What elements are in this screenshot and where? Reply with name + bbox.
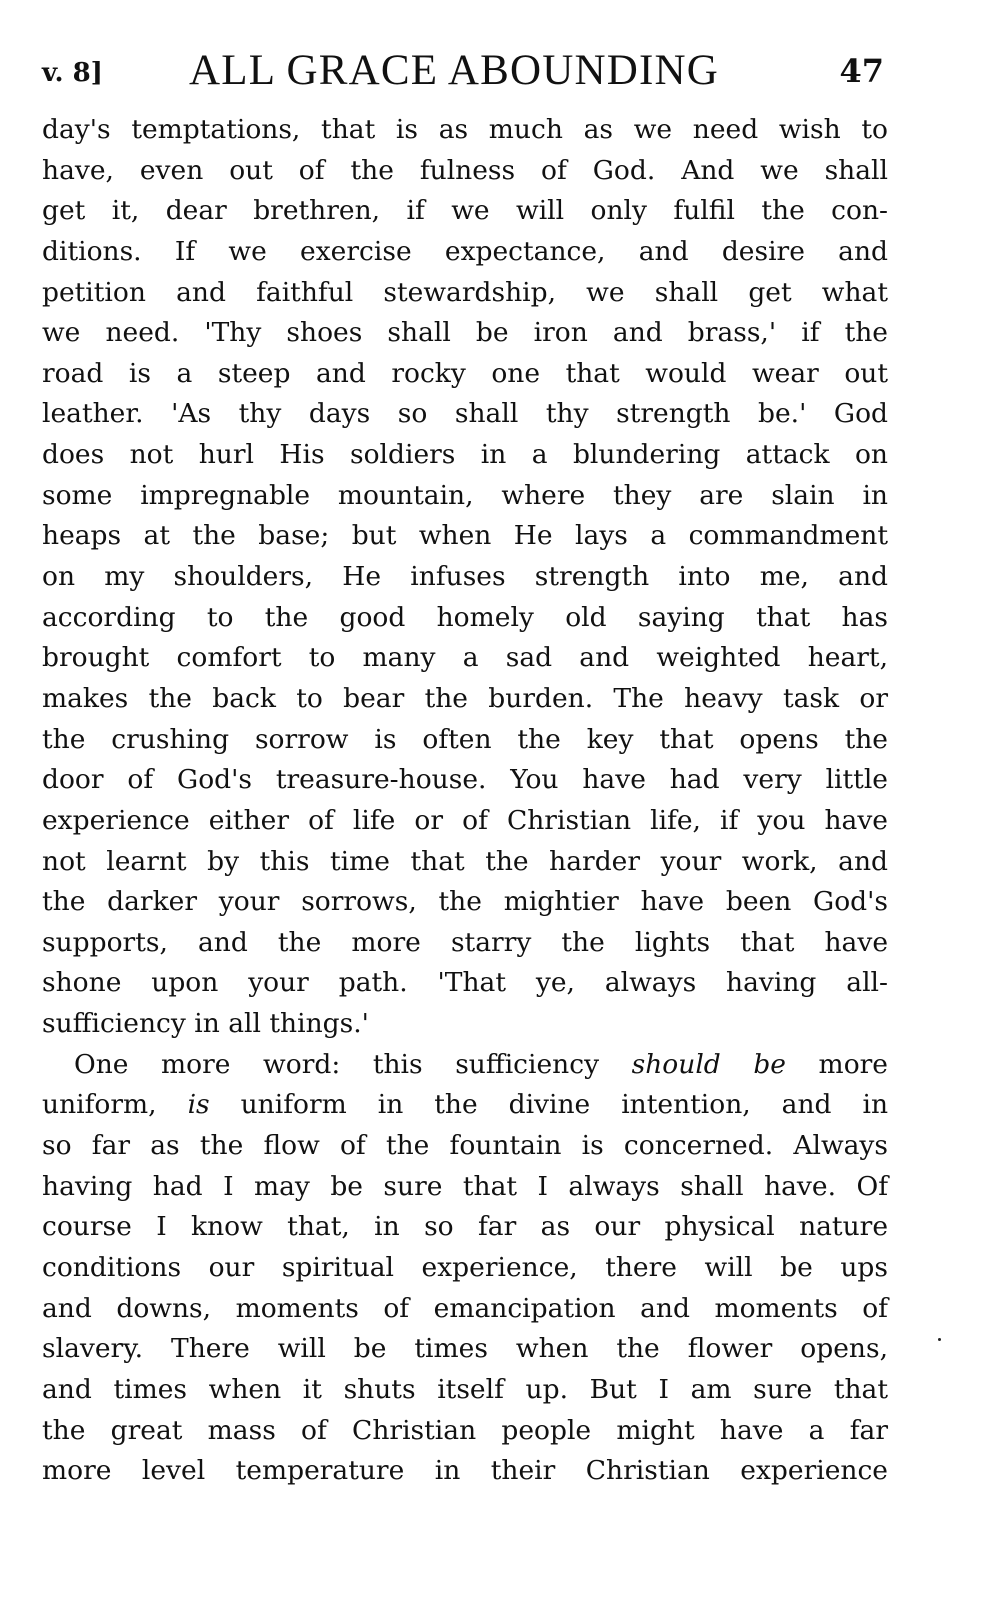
running-title: ALL GRACE ABOUNDING xyxy=(189,47,720,94)
text-line: ditions. If we exercise expectance, and desire and xyxy=(42,235,888,267)
text-line xyxy=(42,1045,888,1086)
section-reference: v. 8] xyxy=(42,58,103,88)
text-line: according to the good homely old saying that has xyxy=(42,601,888,633)
text-line: and downs, moments of emancipation and moments of xyxy=(42,1292,888,1324)
text-run: more xyxy=(785,1048,888,1080)
text-line: so far as the flow of the fountain is concerned. Always xyxy=(42,1130,888,1162)
page-number: 47 xyxy=(839,52,884,90)
text-line: and times when it shuts itself up. But I am sure that xyxy=(42,1373,888,1405)
italic-emphasis: is xyxy=(187,1089,210,1121)
paragraph-2 xyxy=(42,1045,888,1492)
text-run: uniform, xyxy=(42,1089,188,1121)
text-line: on my shoulders, He infuses strength into me, and xyxy=(42,561,888,593)
paragraph-1 xyxy=(42,110,888,1045)
text-line: the darker your sorrows, the mightier have been God's xyxy=(42,886,888,918)
text-line: does not hurl His soldiers in a blundering attack on xyxy=(42,439,888,471)
italic-emphasis: should be xyxy=(631,1048,786,1080)
text-run: uniform in the divine intention, and in xyxy=(209,1089,889,1121)
text-line xyxy=(42,1085,888,1126)
text-run: One more word: this sufficiency xyxy=(74,1048,632,1080)
text-line: makes the back to bear the burden. The heavy task or xyxy=(42,682,888,714)
text-line: course I know that, in so far as our physical nature xyxy=(42,1211,888,1243)
text-line: leather. 'As thy days so shall thy strength be.' God xyxy=(42,398,888,430)
scan-speck xyxy=(938,1338,941,1341)
text-line: sufficiency in all things.' xyxy=(42,1008,369,1040)
text-line: petition and faithful stewardship, we shall get what xyxy=(42,276,888,308)
text-line: slavery. There will be times when the flower opens, xyxy=(42,1333,888,1365)
text-line: experience either of life or of Christian life, if you have xyxy=(42,804,888,836)
text-line: having had I may be sure that I always shall have. Of xyxy=(42,1170,888,1202)
text-line: have, even out of the fulness of God. And we shall xyxy=(42,154,888,186)
text-line: heaps at the base; but when He lays a commandment xyxy=(42,520,888,552)
text-line: the great mass of Christian people might have a far xyxy=(42,1414,888,1446)
text-line: day's temptations, that is as much as we need wish to xyxy=(42,114,888,145)
text-line: shone upon your path. 'That ye, always having all- xyxy=(42,967,888,999)
book-page xyxy=(42,40,888,1492)
text-line: the crushing sorrow is often the key that opens the xyxy=(42,723,888,755)
text-line: door of God's treasure-house. You have had very little xyxy=(42,764,888,796)
running-header xyxy=(42,40,888,110)
text-line: not learnt by this time that the harder your work, and xyxy=(42,845,888,877)
text-line: conditions our spiritual experience, there will be ups xyxy=(42,1251,888,1283)
text-line: supports, and the more starry the lights that have xyxy=(42,926,888,958)
text-line: some impregnable mountain, where they are slain in xyxy=(42,479,888,511)
text-line: road is a steep and rocky one that would wear out xyxy=(42,357,888,389)
text-line: we need. 'Thy shoes shall be iron and brass,' if the xyxy=(42,317,888,349)
text-line: get it, dear brethren, if we will only fulfil the con- xyxy=(42,195,888,227)
text-line: more level temperature in their Christian experience xyxy=(42,1455,888,1487)
text-line: brought comfort to many a sad and weighted heart, xyxy=(42,642,888,674)
